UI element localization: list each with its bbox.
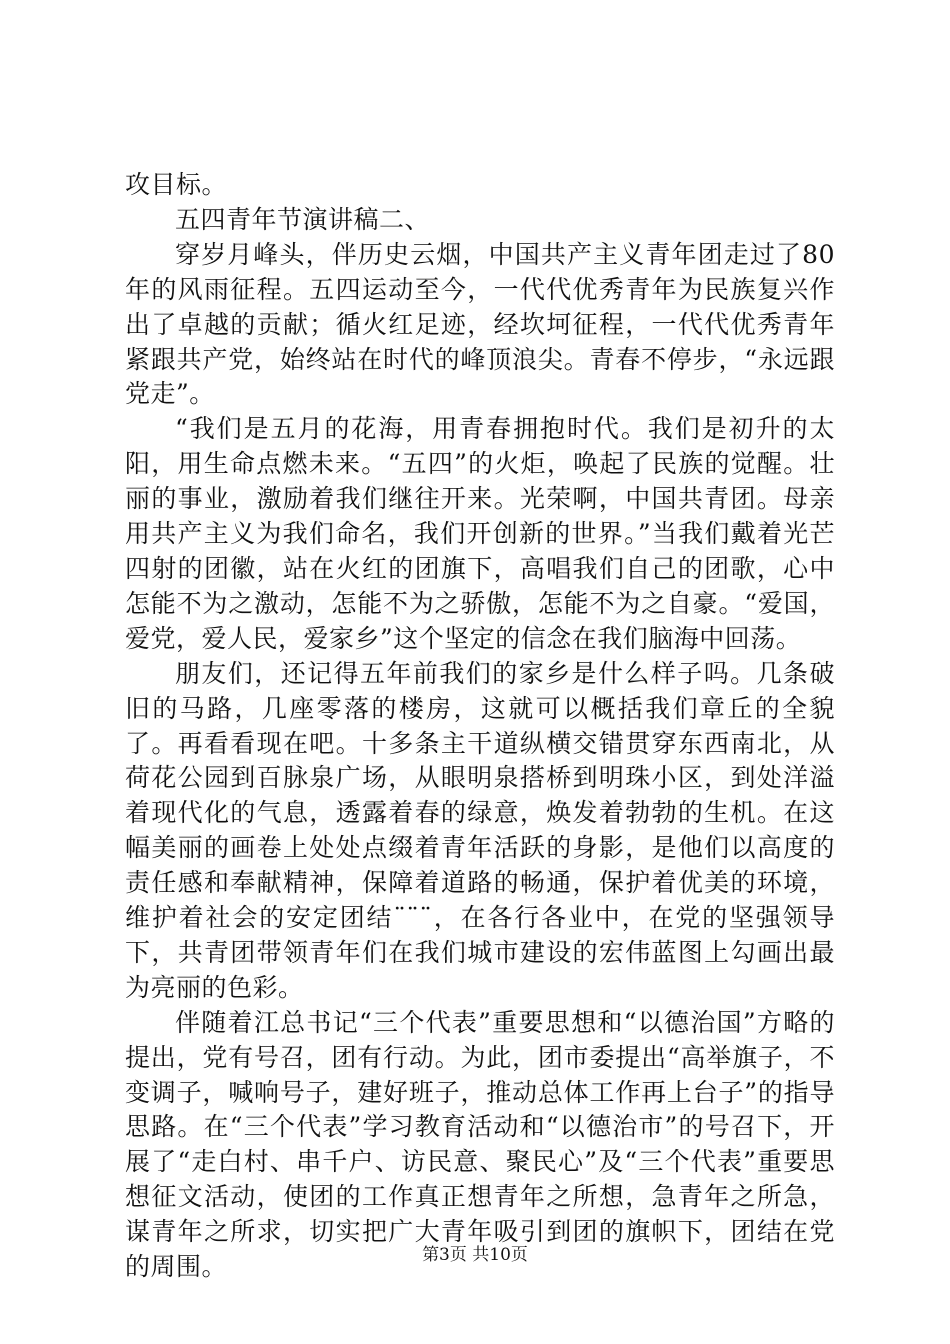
section-heading: 五四青年节演讲稿二、 [175,204,431,234]
paragraph: 朋友们，还记得五年前我们的家乡是什么样子吗。几条破旧的马路，几座零落的楼房，这就可以概括我们章丘的全貌了。再看看现在吧。十多条主干道纵横交错贯穿东西南北，从荷花公园到百脉泉广场，从眼明泉搭桥到明珠小区，到处洋溢着现代化的气息，透露着春的绿意，焕发着勃勃的生机。在这幅美丽的画卷上处处点缀着青年活跃的身影，是他们以高度的责任感和奉献精神，保障着道路的畅通，保护着优美的环境，维护着社会的安定团结¨¨¨，在各行各业中，在党的坚强领导下，共青团带领青年们在我们城市建设的宏伟蓝图上勾画出最为亮丽的色彩。 [125,658,835,1002]
paragraph: “我们是五月的花海，用青春拥抱时代。我们是初升的太阳，用生命点燃未来。“五四”的火炬，唤起了民族的觉醒。壮丽的事业，激励着我们继往开来。光荣啊，中国共青团。母亲用共产主义为我们命名，我们开创新的世界。”当我们戴着光芒四射的团徽，站在火红的团旗下，高唱我们自己的团歌，心中怎能不为之激动，怎能不为之骄傲，怎能不为之自豪。“爱国，爱党，爱人民，爱家乡”这个坚定的信念在我们脑海中回荡。 [125,414,835,653]
page-number: 第3页 共10页 [422,1245,528,1265]
paragraph-continuation: 攻目标。 [125,170,228,199]
document-body [125,168,835,1285]
page-footer [0,1244,950,1266]
paragraph: 伴随着江总书记“三个代表”重要思想和“以德治国”方略的提出，党有号召，团有行动。为此，团市委提出“高举旗子，不变调子，喊响号子，建好班子，推动总体工作再上台子”的指导思路。在“三个代表”学习教育活动和“以德治市”的号召下，开展了“走白村、串千户、访民意、聚民心”及“三个代表”重要思想征文活动，使团的工作真正想青年之所想，急青年之所急，谋青年之所求，切实把广大青年吸引到团的旗帜下，团结在党的周围。 [125,1007,835,1282]
paragraph: 穿岁月峰头，伴历史云烟，中国共产主义青年团走过了80年的风雨征程。五四运动至今，一代代优秀青年为民族复兴作出了卓越的贡献；循火红足迹，经坎坷征程，一代代优秀青年紧跟共产党，始终站在时代的峰顶浪尖。青春不停步，“永远跟党走”。 [125,239,835,409]
